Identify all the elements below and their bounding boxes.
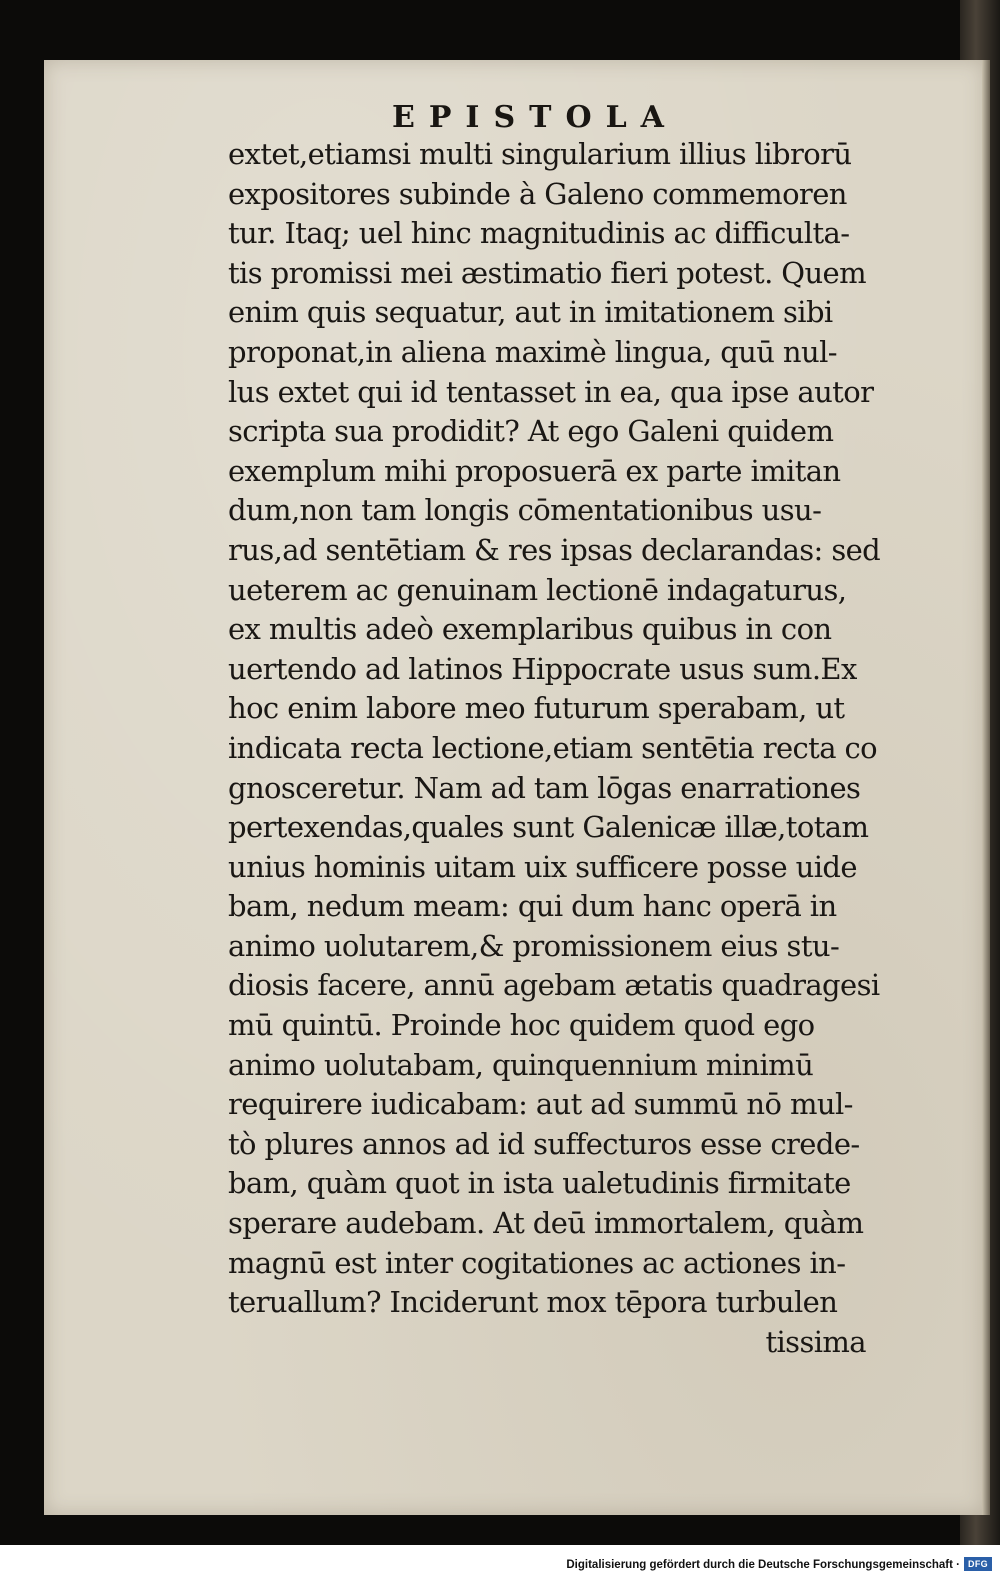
text-line: lus extet qui id tentasset in ea, qua ipse autor (228, 374, 874, 409)
text-line: ueterem ac genuinam lectionē indagaturus, (228, 572, 847, 607)
text-line: hoc enim labore meo futurum sperabam, ut (228, 691, 845, 726)
text-line: bam, nedum meam: qui dum hanc operā in (228, 889, 837, 924)
funding-notice: Digitalisierung gefördert durch die Deutsche Forschungsgemeinschaft · (566, 1559, 960, 1571)
text-line: animo uolutabam, quinquennium minimū (228, 1047, 814, 1082)
text-block (228, 135, 918, 1362)
text-line: tis promissi mei æstimatio fieri potest. Quem (228, 255, 867, 290)
dfg-logo: DFG (964, 1557, 992, 1571)
text-line: proponat,in aliena maximè lingua, quū nul- (228, 334, 837, 369)
text-line: extet,etiamsi multi singularium illius librorū (228, 137, 852, 171)
text-line: tur. Itaq; uel hinc magnitudinis ac difficulta- (228, 216, 850, 251)
text-line: animo uolutarem,& promissionem eius stu- (228, 928, 840, 963)
catchword: tissima (765, 1324, 866, 1359)
text-line: enim quis sequatur, aut in imitationem sibi (228, 295, 833, 330)
page-edge (982, 60, 990, 1515)
text-line: mū quintū. Proinde hoc quidem quod ego (228, 1008, 815, 1043)
text-line: magnū est inter cogitationes ac actiones in- (228, 1245, 846, 1280)
text-line: requirere iudicabam: aut ad summū nō mul- (228, 1087, 853, 1122)
text-line: tò plures annos ad id suffecturos esse crede- (228, 1126, 860, 1161)
footer-bar (0, 1545, 1000, 1577)
text-line: gnosceretur. Nam ad tam lōgas enarrationes (228, 770, 861, 805)
text-line: exemplum mihi proposuerā ex parte imitan (228, 453, 841, 488)
running-head: EPISTOLA (392, 100, 678, 135)
text-line: expositores subinde à Galeno commemoren (228, 176, 847, 211)
text-line: rus,ad sentētiam & res ipsas declarandas: sed (228, 532, 881, 567)
text-line: bam, quàm quot in ista ualetudinis firmitate (228, 1166, 851, 1201)
text-line: teruallum? Inciderunt mox tēpora turbulen (228, 1285, 838, 1320)
text-line: pertexendas,quales sunt Galenicæ illæ,totam (228, 810, 869, 845)
text-line: uertendo ad latinos Hippocrate usus sum.Ex (228, 651, 857, 686)
text-line: sperare audebam. At deū immortalem, quàm (228, 1206, 864, 1241)
text-line: indicata recta lectione,etiam sentētia recta co (228, 730, 878, 765)
text-line: scripta sua prodidit? At ego Galeni quidem (228, 414, 834, 449)
text-line: dum,non tam longis cōmentationibus usu- (228, 493, 822, 528)
text-line: diosis facere, annū agebam ætatis quadragesi (228, 968, 880, 1003)
text-line: ex multis adeò exemplaribus quibus in con (228, 612, 832, 647)
text-line: unius hominis uitam uix sufficere posse uide (228, 849, 857, 884)
